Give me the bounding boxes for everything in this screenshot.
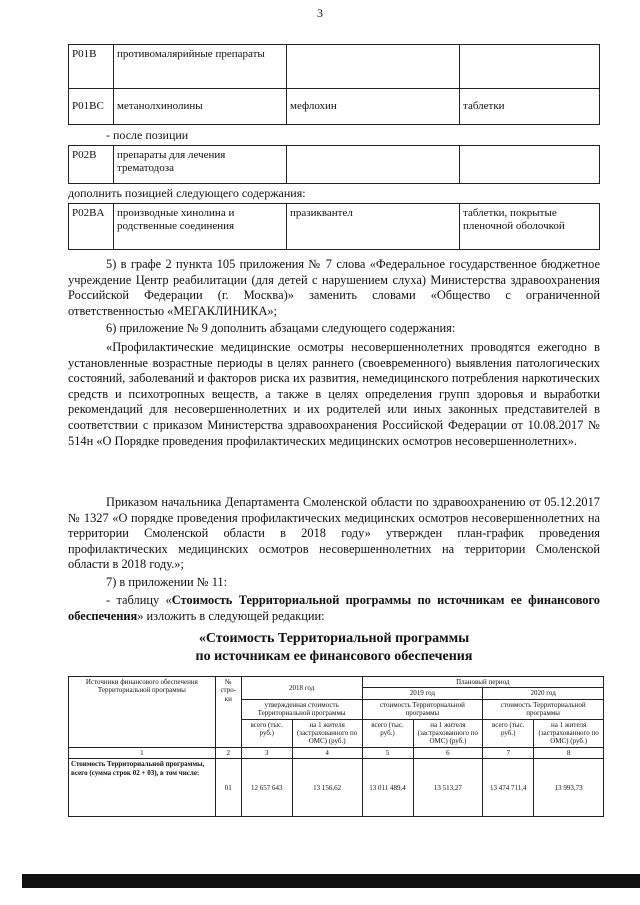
p7-prefix: - таблицу «: [106, 593, 172, 607]
atc-table-p01b: [68, 44, 600, 125]
page-number: 3: [317, 6, 323, 20]
table-row: [69, 204, 600, 250]
atc-code-cell: P01BC: [69, 89, 114, 125]
atc-code-cell: P02BA: [69, 204, 114, 250]
quote-1-text: «Профилактические медицинские осмотры несовершеннолетних проводятся ежегодно в установленные возрастные периоды в целях раннего (своевременного) выявления патологических состояний, заболеваний и факторов риска их развития, немедицинского потребления наркотических средств и психотропных веществ, а также в целях определения групп здоровья и выработки рекомендаций для несовершеннолетних и их родителей или иных законных представителей в соответствии с приказом Министерства здравоохранения Российской Федерации от 10.08.2017 № 514н «О Порядке проведения профилактических медицинских осмотров несовершеннолетних».: [68, 340, 600, 448]
value-total-2019: 13 011 489,4: [362, 759, 413, 817]
paragraph-6: [68, 321, 600, 337]
value-per-capita-2018: 13 156,62: [292, 759, 362, 817]
after-position-text: - после позиции: [106, 128, 189, 142]
header-per-capita-2018: на 1 жителя (застрахованного по ОМС) (руб.): [292, 719, 362, 747]
table-row: [69, 747, 604, 758]
p7-bold-title: Стоимость Территориальной программы по источникам ее финансового обеспечения: [68, 593, 601, 623]
header-total-2020: всего (тыс. руб.): [483, 719, 534, 747]
table-row: [69, 45, 600, 89]
quote-2-text: Приказом начальника Департамента Смоленской области по здравоохранению от 05.12.2017 № 1327 «О порядке проведения профилактических медицинских осмотров несовершеннолетних на территории Смоленской области в 2018 году» утвержден план-график проведения профилактических медицинских осмотров несовершеннолетних на территории Смоленской области в 2018 году.»;: [68, 495, 600, 572]
header-total-2018: всего (тыс. руб.): [241, 719, 292, 747]
quote-paragraph-2: [68, 495, 600, 573]
atc-inn-cell: празиквантел: [287, 204, 460, 250]
value-total-2020: 13 474 711,4: [483, 759, 534, 817]
scan-edge-bar: [22, 874, 640, 888]
row-number: 01: [215, 759, 241, 817]
paragraph-7-table: [68, 593, 600, 624]
header-row-number: № стро-ки: [215, 677, 241, 748]
financing-table: [68, 676, 604, 817]
table-title-line-2: по источникам ее финансового обеспечения: [195, 649, 473, 664]
header-plan-period: Плановый период: [362, 677, 604, 688]
column-number: 2: [215, 747, 241, 758]
atc-name-cell: препараты для лечения трематодоза: [114, 146, 287, 184]
paragraph-6-text: 6) приложение № 9 дополнить абзацами следующего содержания:: [106, 321, 456, 335]
column-number: 5: [362, 747, 413, 758]
quote-paragraph-1: [68, 340, 600, 449]
table-title-line-1: «Стоимость Территориальной программы: [198, 631, 470, 646]
paragraph-5-text: 5) в графе 2 пункта 105 приложения № 7 слова «Федеральное государственное бюджетное учреждение Центр реабилитации (для детей с нарушением слуха) Министерства здравоохранения Российской Федерации (г. Москва)» заменить словами «Общество с ограниченной ответственностью «МЕГАКЛИНИКА»;: [68, 257, 600, 318]
paragraph-7-text: 7) в приложении № 11:: [106, 575, 228, 589]
table-row: [69, 146, 600, 184]
table-row: [69, 89, 600, 125]
p7-suffix: » изложить в следующей редакции:: [137, 608, 325, 623]
column-number: 3: [241, 747, 292, 758]
table-row: [69, 677, 604, 688]
atc-code-cell: P01B: [69, 45, 114, 89]
atc-inn-cell: [287, 45, 460, 89]
header-cost-2019: стоимость Территориальной программы: [362, 699, 483, 719]
row-label-total: Стоимость Территориальной программы, всего (сумма строк 02 + 03), в том числе:: [69, 759, 216, 817]
paragraph-5: [68, 257, 600, 319]
atc-form-cell: [460, 45, 600, 89]
header-total-2019: всего (тыс. руб.): [362, 719, 413, 747]
atc-form-cell: [460, 146, 600, 184]
atc-table-p02ba: [68, 203, 600, 250]
atc-code-cell: P02B: [69, 146, 114, 184]
header-per-capita-2019: на 1 жителя (застрахованного по ОМС) (руб.): [413, 719, 483, 747]
header-2018: 2018 год: [241, 677, 362, 700]
atc-inn-cell: мефлохин: [287, 89, 460, 125]
column-number: 4: [292, 747, 362, 758]
header-per-capita-2020: на 1 жителя (застрахованного по ОМС) (руб.): [534, 719, 604, 747]
column-number: 8: [534, 747, 604, 758]
atc-name-cell: производные хинолина и родственные соединения: [114, 204, 287, 250]
value-per-capita-2019: 13 513,27: [413, 759, 483, 817]
atc-name-cell: метанолхинолины: [114, 89, 287, 125]
column-number: 6: [413, 747, 483, 758]
paragraph-7: [68, 575, 600, 591]
atc-table-p02b: [68, 145, 600, 184]
table-row: [69, 759, 604, 817]
atc-form-cell: таблетки, покрытые пленочной оболочкой: [460, 204, 600, 250]
column-number: 1: [69, 747, 216, 758]
header-approved-cost: утвержденная стоимость Территориальной программы: [241, 699, 362, 719]
header-sources: Источники финансового обеспечения Территориальной программы: [69, 677, 216, 748]
value-per-capita-2020: 13 993,73: [534, 759, 604, 817]
atc-form-cell: таблетки: [460, 89, 600, 125]
atc-name-cell: противомалярийные препараты: [114, 45, 287, 89]
value-total-2018: 12 657 643: [241, 759, 292, 817]
add-position-text: дополнить позицией следующего содержания:: [68, 186, 306, 200]
header-2019: 2019 год: [362, 688, 483, 699]
header-cost-2020: стоимость Территориальной программы: [483, 699, 604, 719]
atc-inn-cell: [287, 146, 460, 184]
header-2020: 2020 год: [483, 688, 604, 699]
column-number: 7: [483, 747, 534, 758]
